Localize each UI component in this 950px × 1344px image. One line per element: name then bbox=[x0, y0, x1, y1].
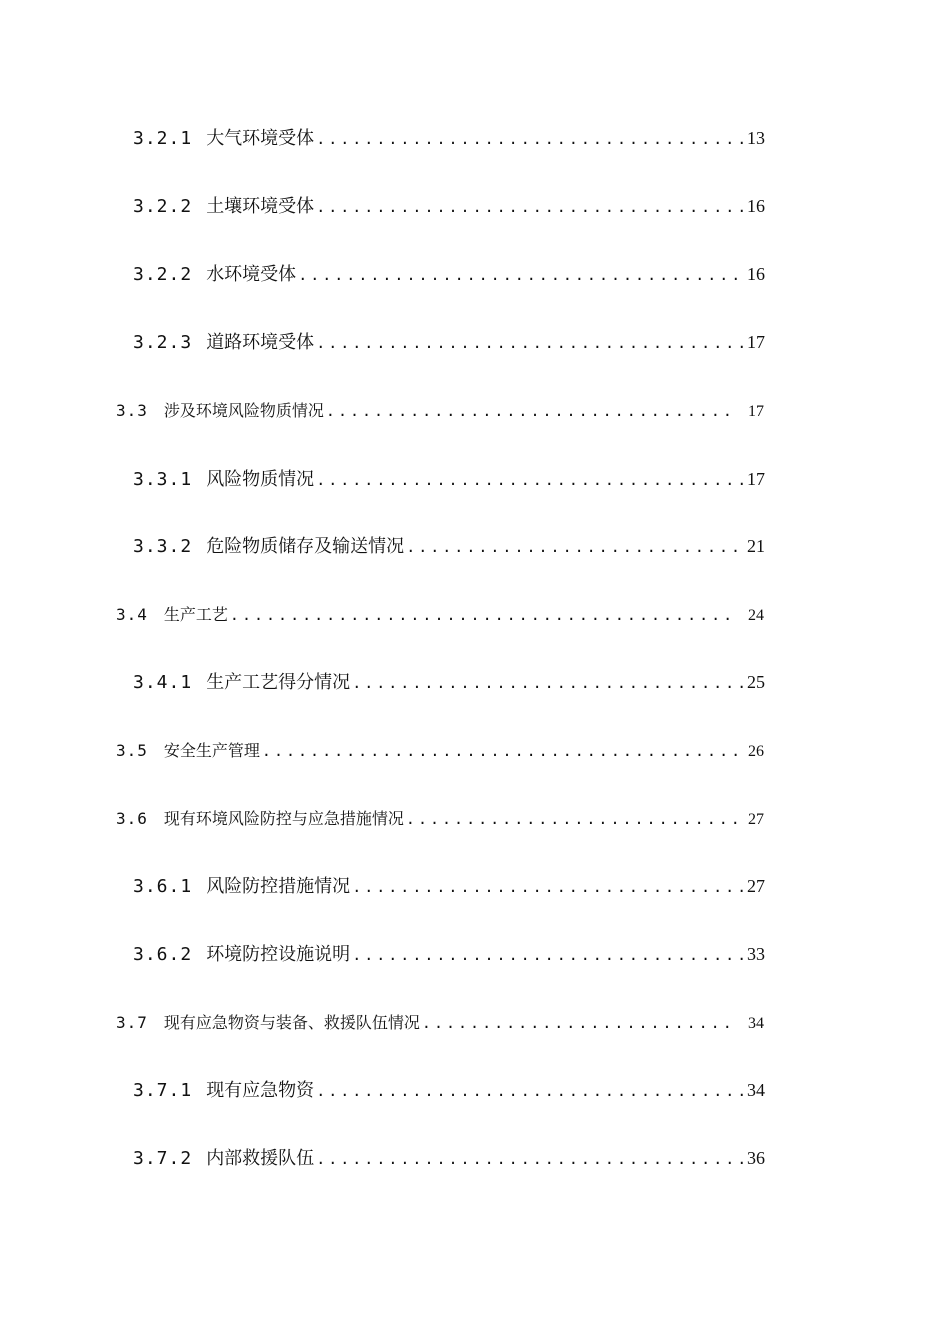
toc-entry-title: 现有应急物资与装备、救援队伍情况 bbox=[163, 1013, 420, 1032]
toc-entry-page-number: 27 bbox=[747, 876, 765, 896]
toc-entry[interactable] bbox=[133, 871, 765, 901]
toc-entry[interactable] bbox=[133, 123, 765, 153]
toc-entry-page-number: 13 bbox=[747, 128, 765, 148]
dot-leader bbox=[230, 600, 738, 630]
dot-leader bbox=[316, 192, 745, 222]
dot-leader bbox=[316, 1076, 745, 1106]
toc-entry-number: 3.5 bbox=[116, 741, 148, 760]
toc-entry-page-number: 34 bbox=[747, 1080, 765, 1100]
toc-entry-title: 现有应急物资 bbox=[206, 1080, 315, 1101]
toc-entry-number: 3.6.2 bbox=[133, 944, 193, 965]
toc-entry[interactable] bbox=[116, 804, 764, 834]
toc-entry-page-number: 24 bbox=[748, 607, 764, 624]
toc-entry-number: 3.2.2 bbox=[133, 196, 193, 217]
toc-entry-title: 风险物质情况 bbox=[206, 469, 315, 490]
toc-entry[interactable] bbox=[133, 939, 765, 969]
toc-entry-page-number: 36 bbox=[747, 1148, 765, 1168]
toc-entry-number: 3.4 bbox=[116, 605, 148, 624]
toc-entry-title: 生产工艺得分情况 bbox=[206, 672, 351, 693]
toc-entry-number: 3.7.2 bbox=[133, 1148, 193, 1169]
toc-entry-title: 安全生产管理 bbox=[163, 741, 260, 760]
toc-entry[interactable] bbox=[133, 327, 765, 357]
dot-leader bbox=[316, 465, 745, 495]
toc-entry-title: 风险防控措施情况 bbox=[206, 876, 351, 897]
toc-entry-title: 涉及环境风险物质情况 bbox=[163, 401, 324, 420]
toc-entry[interactable] bbox=[133, 191, 765, 221]
toc-entry-number: 3.7 bbox=[116, 1013, 148, 1032]
toc-entry-page-number: 33 bbox=[747, 944, 765, 964]
toc-entry-title: 内部救援队伍 bbox=[206, 1148, 315, 1169]
toc-entry[interactable] bbox=[133, 1075, 765, 1105]
dot-leader bbox=[406, 804, 738, 834]
toc-entry-title: 危险物质储存及输送情况 bbox=[206, 536, 405, 557]
toc-entry-number: 3.6.1 bbox=[133, 876, 193, 897]
toc-entry-number: 3.7.1 bbox=[133, 1080, 193, 1101]
dot-leader bbox=[422, 1008, 738, 1038]
toc-entry-page-number: 21 bbox=[747, 536, 765, 556]
dot-leader bbox=[262, 736, 738, 766]
toc-entry[interactable] bbox=[116, 1008, 764, 1038]
toc-entry[interactable] bbox=[133, 464, 765, 494]
toc-entry-title: 土壤环境受体 bbox=[206, 196, 315, 217]
dot-leader bbox=[316, 124, 745, 154]
toc-entry-page-number: 34 bbox=[748, 1015, 764, 1032]
dot-leader bbox=[316, 328, 745, 358]
toc-entry-title: 现有环境风险防控与应急措施情况 bbox=[163, 809, 404, 828]
toc-entry[interactable] bbox=[133, 259, 765, 289]
dot-leader bbox=[298, 260, 745, 290]
toc-entry-number: 3.4.1 bbox=[133, 672, 193, 693]
toc-entry[interactable] bbox=[116, 600, 764, 630]
dot-leader bbox=[352, 940, 745, 970]
toc-entry-number: 3.3.1 bbox=[133, 469, 193, 490]
toc-entry-page-number: 17 bbox=[748, 403, 764, 420]
toc-entry-page-number: 27 bbox=[748, 811, 764, 828]
toc-entry-page-number: 26 bbox=[748, 743, 764, 760]
toc-entry-page-number: 17 bbox=[747, 469, 765, 489]
toc-entry-number: 3.3 bbox=[116, 401, 148, 420]
dot-leader bbox=[316, 1144, 745, 1174]
toc-entry-page-number: 25 bbox=[747, 672, 765, 692]
toc-entry-page-number: 16 bbox=[747, 264, 765, 284]
toc-entry[interactable] bbox=[133, 667, 765, 697]
toc-entry-page-number: 17 bbox=[747, 332, 765, 352]
toc-entry-number: 3.3.2 bbox=[133, 536, 193, 557]
toc-entry-title: 环境防控设施说明 bbox=[206, 944, 351, 965]
dot-leader bbox=[352, 668, 745, 698]
toc-entry-title: 水环境受体 bbox=[206, 264, 297, 285]
dot-leader bbox=[406, 532, 745, 562]
dot-leader bbox=[352, 872, 745, 902]
toc-entry-number: 3.6 bbox=[116, 809, 148, 828]
toc-entry[interactable] bbox=[133, 531, 765, 561]
toc-entry-number: 3.2.2 bbox=[133, 264, 193, 285]
toc-entry-number: 3.2.1 bbox=[133, 128, 193, 149]
toc-entry-page-number: 16 bbox=[747, 196, 765, 216]
dot-leader bbox=[326, 396, 738, 426]
toc-entry-number: 3.2.3 bbox=[133, 332, 193, 353]
toc-entry-title: 生产工艺 bbox=[163, 605, 228, 624]
toc-entry[interactable] bbox=[116, 396, 764, 426]
toc-entry[interactable] bbox=[116, 736, 764, 766]
toc-entry-title: 道路环境受体 bbox=[206, 332, 315, 353]
toc-entry-title: 大气环境受体 bbox=[206, 128, 315, 149]
toc-entry[interactable] bbox=[133, 1143, 765, 1173]
